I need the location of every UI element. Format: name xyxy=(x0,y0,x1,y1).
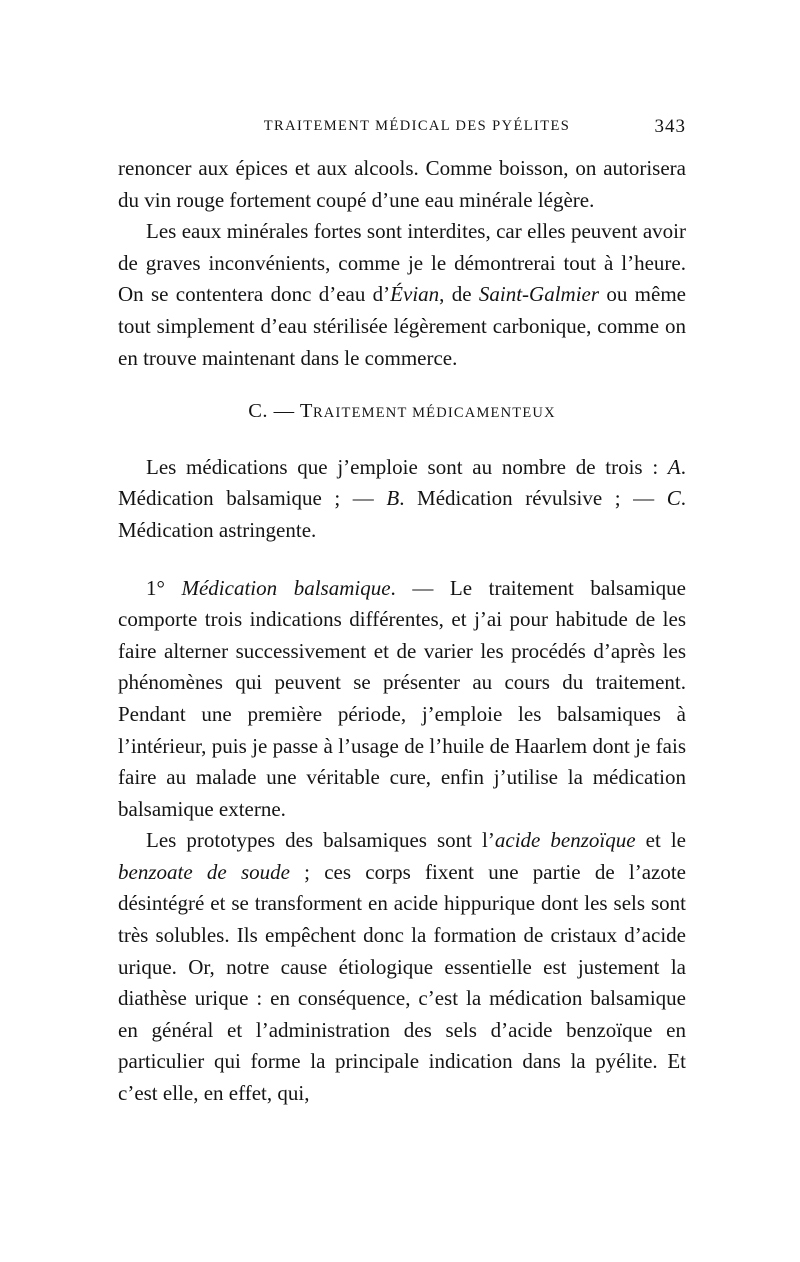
text-run: ; ces corps fixent une partie de l’azote désintégré et se transforment en acide hippurique dont les sels sont très solubles. Ils empêchent donc la formation de cristaux d’acide urique. Or, notre cause étiologique essentielle est justement la diathèse urique : en conséquence, c’est la médication balsamique en général et l’administration des sels d’acide benzoïque en particulier qui forme la principale indication dans la pyélite. Et c’est elle, en effet, qui, xyxy=(118,859,686,1106)
page-number: 343 xyxy=(654,116,686,137)
running-head xyxy=(118,118,686,142)
paragraph-balsamique xyxy=(118,573,686,826)
italic-letter-a: A xyxy=(667,454,681,479)
italic-benzoate-de-soude: benzoate de soude xyxy=(118,859,290,884)
section-heading xyxy=(118,396,686,430)
text-run: , de xyxy=(439,282,479,307)
section-letter: C. — T xyxy=(248,400,313,423)
text-run: . Médication révulsive ; — xyxy=(399,486,667,511)
text-run: . Médication balsamique ; — xyxy=(118,454,686,511)
text-run: Les médications que j’emploie sont au nombre de trois : xyxy=(146,454,668,479)
spacer xyxy=(118,547,686,573)
paragraph-prototypes xyxy=(118,825,686,1109)
section-title: RAITEMENT MÉDICAMENTEUX xyxy=(312,405,556,422)
text-run: . — Le traitement balsamique comporte trois indications différentes, et j’ai pour habitude de les faire alterner successivement et de varier les procédés d’après les phénomènes qui peuvent se présenter au cours du traitement. Pendant une première période, j’emploie les balsamiques à l’intérieur, puis je passe à l’usage de l’huile de Haarlem dont je fais faire au malade une véritable cure, enfin j’utilise la médication balsamique externe. xyxy=(118,575,686,821)
italic-acide-benzoique: acide benzoïque xyxy=(494,828,636,853)
paragraph-medications xyxy=(118,452,686,547)
item-number: 1° xyxy=(146,575,165,600)
text-run: ou même tout simplement d’eau stérilisée légèrement carbonique, comme on en trouve maintenant dans le commerce. xyxy=(118,282,686,370)
italic-saint-galmier: Saint-Galmier xyxy=(478,282,600,307)
text-run: et le xyxy=(635,828,686,853)
text-run: Les prototypes des balsamiques sont l’ xyxy=(146,828,495,853)
text-run: . Médication astringente. xyxy=(118,486,686,542)
page-body xyxy=(118,153,686,1110)
running-title: TRAITEMENT MÉDICAL DES PYÉLITES xyxy=(263,118,571,134)
paragraph-boisson: renoncer aux épices et aux alcools. Comme boisson, on autorisera du vin rouge fortement coupé d’une eau minérale légère. xyxy=(118,156,686,212)
italic-letter-b: B xyxy=(386,486,400,511)
italic-subheading: Médication balsamique xyxy=(181,575,391,600)
text-run: Les eaux minérales fortes sont interdites, car elles peuvent avoir de graves inconvénients, comme je le démontrerai tout à l’heure. On se contentera donc d’eau d’ xyxy=(118,219,686,307)
italic-evian: Évian xyxy=(390,282,440,307)
italic-letter-c: C xyxy=(666,486,681,511)
paragraph-eaux-minerales xyxy=(118,216,686,374)
